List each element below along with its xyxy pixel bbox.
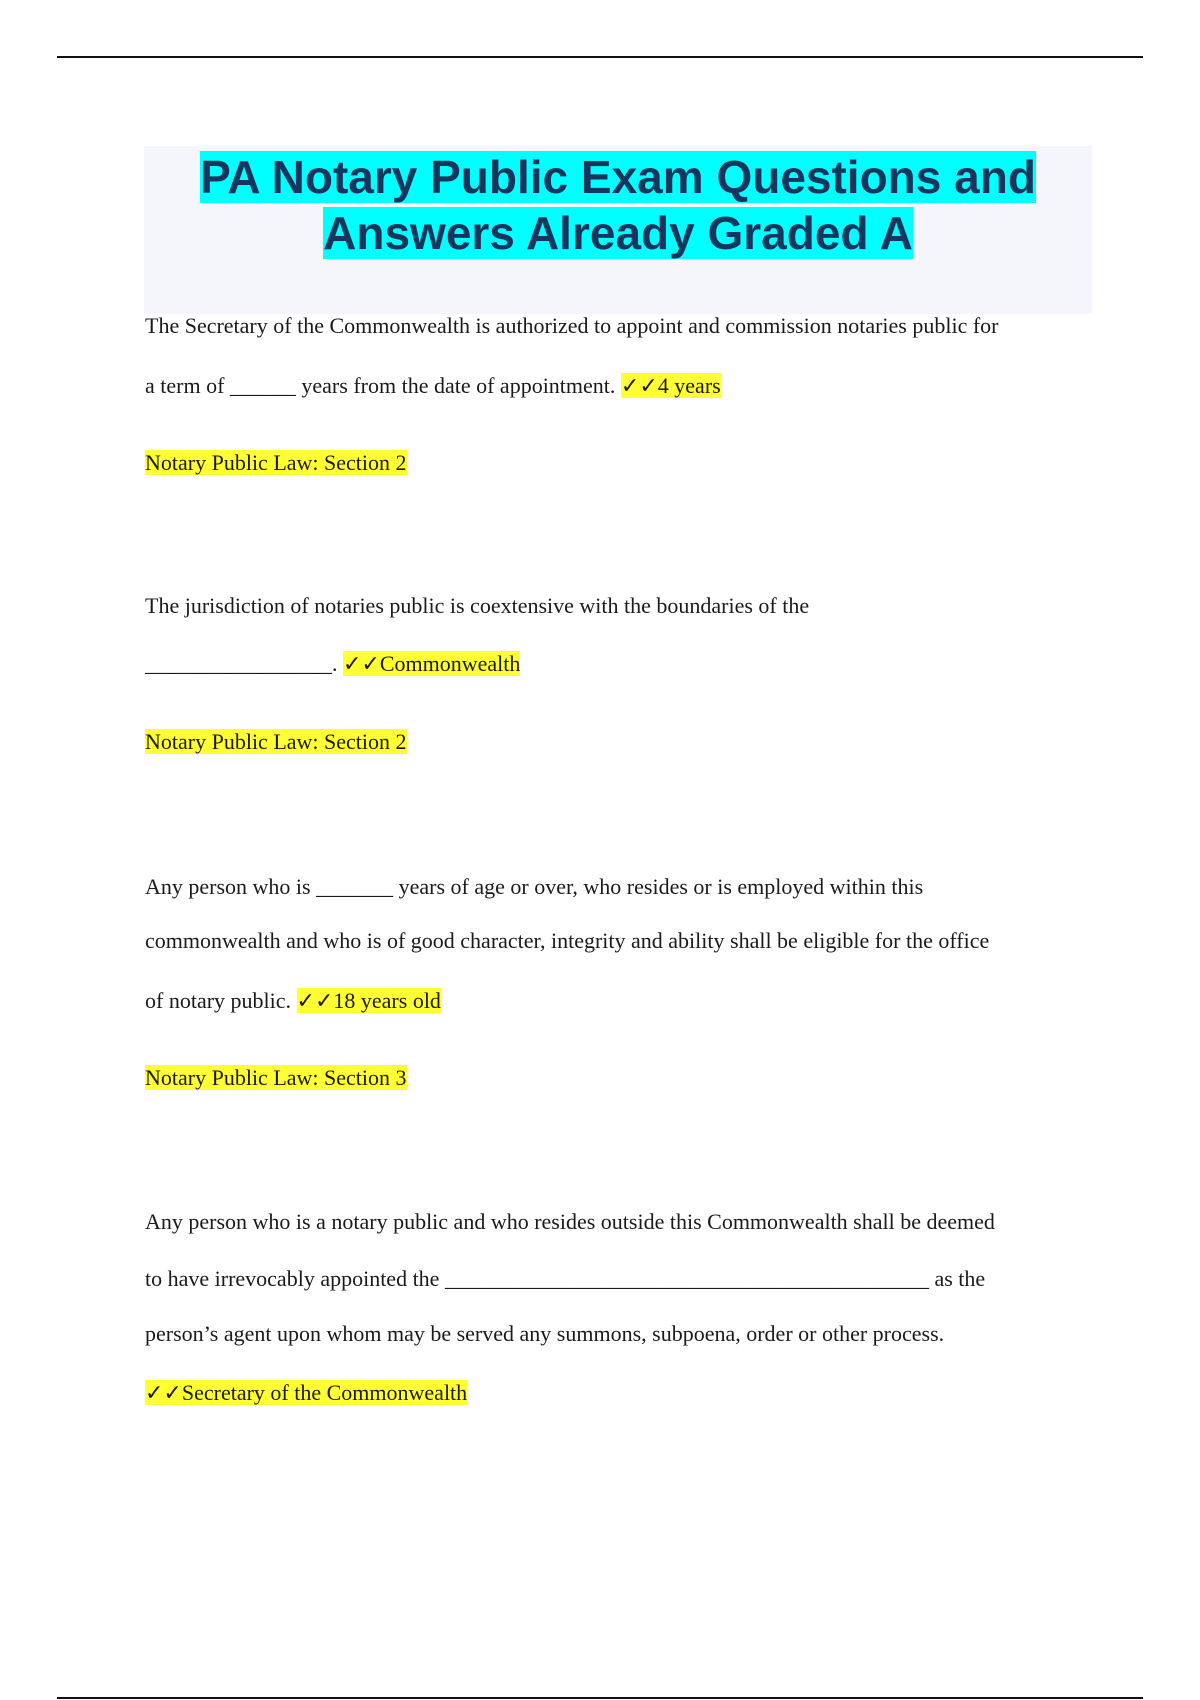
question-2-line-2 — [145, 650, 520, 678]
question-4-line-3: person’s agent upon whom may be served any summons, subpoena, order or other process. — [145, 1321, 945, 1346]
question-3-reference — [145, 1064, 407, 1092]
title-line-2: Answers Already Graded A — [323, 207, 913, 259]
question-2-answer: ✓✓Commonwealth — [343, 651, 521, 676]
question-4-answer-line — [145, 1379, 467, 1407]
page-top-rule — [57, 56, 1143, 58]
question-3-line-2: commonwealth and who is of good character, integrity and ability shall be eligible for the office — [145, 928, 990, 953]
page-bottom-rule — [57, 1697, 1143, 1699]
question-1-text: a term of ______ years from the date of appointment. — [145, 373, 616, 398]
question-1-line-2 — [145, 372, 721, 400]
question-2-line-1: The jurisdiction of notaries public is coextensive with the boundaries of the — [145, 593, 810, 618]
question-3-line-1: Any person who is _______ years of age or over, who resides or is employed within this — [145, 874, 924, 899]
question-2-reference — [145, 728, 407, 756]
question-1-answer: ✓✓4 years — [620, 373, 721, 398]
question-3-answer: ✓✓18 years old — [296, 988, 441, 1013]
title-block — [144, 146, 1092, 314]
document-title — [144, 146, 1092, 261]
question-2-reference-text: Notary Public Law: Section 2 — [145, 729, 407, 754]
title-line-1: PA Notary Public Exam Questions and — [200, 151, 1036, 203]
question-3-text: of notary public. — [145, 988, 292, 1013]
question-1-reference — [145, 449, 407, 477]
question-4-line-2: to have irrevocably appointed the ____________________________________________ as the — [145, 1266, 986, 1291]
question-1-reference-text: Notary Public Law: Section 2 — [145, 450, 407, 475]
question-4-line-1: Any person who is a notary public and who resides outside this Commonwealth shall be deemed — [145, 1209, 995, 1234]
question-3-line-3 — [145, 987, 441, 1015]
question-3-reference-text: Notary Public Law: Section 3 — [145, 1065, 407, 1090]
question-4-answer: ✓✓Secretary of the Commonwealth — [145, 1380, 468, 1405]
question-1-line-1: The Secretary of the Commonwealth is authorized to appoint and commission notaries public for — [145, 313, 999, 338]
question-2-text: _________________. — [145, 651, 338, 676]
